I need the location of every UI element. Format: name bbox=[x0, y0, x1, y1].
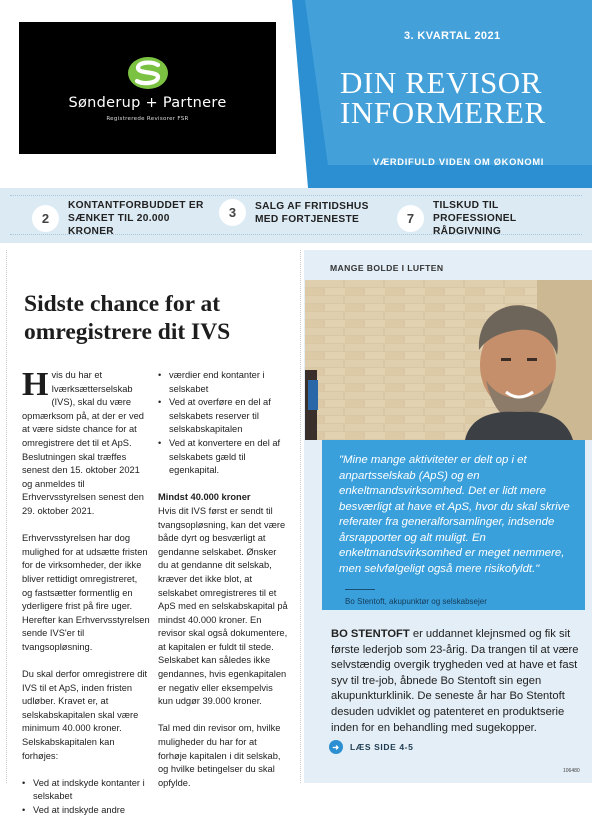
logo-company-name: Sønderup + Partnere bbox=[68, 95, 227, 111]
feature-kicker: MANGE BOLDE I LUFTEN bbox=[330, 263, 444, 273]
list-item: • Ved at overføre en del af selskabets reserver til selskabskapitalen bbox=[158, 396, 288, 437]
company-logo[interactable] bbox=[19, 22, 276, 154]
print-code: 106480 bbox=[563, 768, 580, 774]
logo-s-icon bbox=[127, 56, 169, 90]
article-column-1 bbox=[22, 366, 150, 831]
article-paragraph: Hvis du har et Iværksætterselskab (IVS), skal du være opmærksom på, at der er ved at være sidste chance for at omregistrere det til et ApS. Beslutningen skal træffes senest den 15. oktober 2021 og anmeldes til Erhvervsstyrelsen senest den 29. oktober 2021. bbox=[22, 366, 144, 516]
quote-rule bbox=[345, 589, 375, 590]
portrait-illustration bbox=[305, 280, 592, 440]
portrait-photo bbox=[305, 280, 592, 440]
masthead-title-line1: DIN REVISOR bbox=[340, 65, 543, 100]
bio-text: er uddannet klejnsmed og fik sit første lederjob som 23-årig. Da trangen til at være selvstændig overgik trygheden ved at have et fast syv til tre-job, åbnede Bo Stentoft sin egen akupunkturklinik. De seneste år har Bo Stentoft desuden udviklet og patenteret en produktserie inden for en behandling med sugekopper. bbox=[331, 628, 579, 734]
teaser-text: SALG AF FRITIDSHUS MED FORTJENESTE bbox=[255, 200, 369, 225]
article-column-2 bbox=[158, 369, 288, 804]
bio-name: BO STENTOFT bbox=[331, 628, 410, 640]
teaser-page-number: 3 bbox=[219, 199, 246, 226]
masthead-title-line2: INFORMERER bbox=[340, 95, 546, 130]
list-item-continued: • værdier end kontanter i selskabet bbox=[158, 369, 288, 396]
article-paragraph: Tal med din revisor om, hvilke muligheder du har for at forhøje kapitalen i dit selskab, og hvilke betingelser du skal opfylde. bbox=[158, 723, 281, 788]
bullet-list bbox=[158, 369, 288, 396]
article-paragraph: Erhvervsstyrelsen har dog mulighed for at udsætte fristen for de virksomheder, der ikke bliver rettidigt omregistreret, og fastsætter formentlig en yderligere frist på fire uger. Herefter kan Erhvervsstyrelsen sende IVS'er til tvangsopløsning. bbox=[22, 533, 150, 652]
masthead-subtitle: VÆRDIFULD VIDEN OM ØKONOMI bbox=[373, 157, 545, 167]
bullet-list bbox=[22, 777, 150, 818]
list-item: • Ved at indskyde kontanter i selskabet bbox=[22, 777, 150, 804]
issue-quarter: 3. KVARTAL 2021 bbox=[404, 30, 501, 42]
quote-attribution: Bo Stentoft, akupunktør og selskabsejer bbox=[345, 597, 487, 606]
teaser-page-number: 7 bbox=[397, 205, 424, 232]
article-paragraph: Hvis dit IVS først er sendt til tvangsopløsning, kan det være både dyrt og besværligt at gendanne selskabet. Ønsker du at gendanne dit selskab, kræver det ikke blot, at selskabet omregistreres til et ApS med en selskabskapital på mindst 40.000 kroner. En revisor skal også dokumentere, at kapitalen er fuldt til stede. Selskabet kan således ikke gendannes, hvis egenkapitalen er negativ eller eksempelvis kun udgør 39.000 kroner. bbox=[158, 505, 288, 707]
teaser-text: KONTANTFORBUDDET ER SÆNKET TIL 20.000 KRONER bbox=[68, 200, 204, 237]
bullet-list bbox=[158, 396, 288, 478]
article-subheading: Mindst 40.000 kroner bbox=[158, 492, 251, 503]
list-item: • Ved at indskyde andre bbox=[22, 804, 150, 818]
drop-cap: H bbox=[22, 366, 49, 403]
masthead-title bbox=[340, 65, 590, 130]
teaser-item[interactable] bbox=[397, 199, 573, 238]
read-more-label: LÆS SIDE 4-5 bbox=[350, 742, 414, 752]
teaser-text: TILSKUD TIL PROFESSIONEL RÅDGIVNING bbox=[433, 200, 517, 237]
teaser-item[interactable] bbox=[32, 199, 208, 238]
list-item: • Ved at konvertere en del af selskabets gæld til egenkapital. bbox=[158, 437, 288, 478]
article-headline: Sidste chance for at omregistrere dit IVS bbox=[24, 291, 231, 345]
pull-quote: "Mine mange aktiviteter er delt op i et anpartsselskab (ApS) og en enkeltmandsvirksomhed. Det er lidt mere besværligt at have et ApS, hvor du skal skrive referater fra generalforsamlinger, indsende årsrapporter og alt muligt. En enkeltmandsvirksomhed er meget nemmere, men selvfølgeligt også mere risikofyldt." bbox=[339, 454, 570, 575]
teaser-strip bbox=[0, 188, 592, 243]
feature-bio bbox=[331, 627, 581, 736]
article-paragraph: Du skal derfor omregistrere dit IVS til et ApS, inden fristen udløber. Kravet er, at selskabskapitalen skal være minimum 40.000 kroner. Selskabskapitalen kan forhøjes: bbox=[22, 669, 148, 761]
read-more-link[interactable] bbox=[329, 740, 413, 754]
logo-tagline: Registrerede Revisorer FSR bbox=[106, 116, 189, 122]
arrow-right-icon: ➜ bbox=[329, 740, 343, 754]
teaser-page-number: 2 bbox=[32, 205, 59, 232]
teaser-item[interactable] bbox=[219, 199, 395, 226]
